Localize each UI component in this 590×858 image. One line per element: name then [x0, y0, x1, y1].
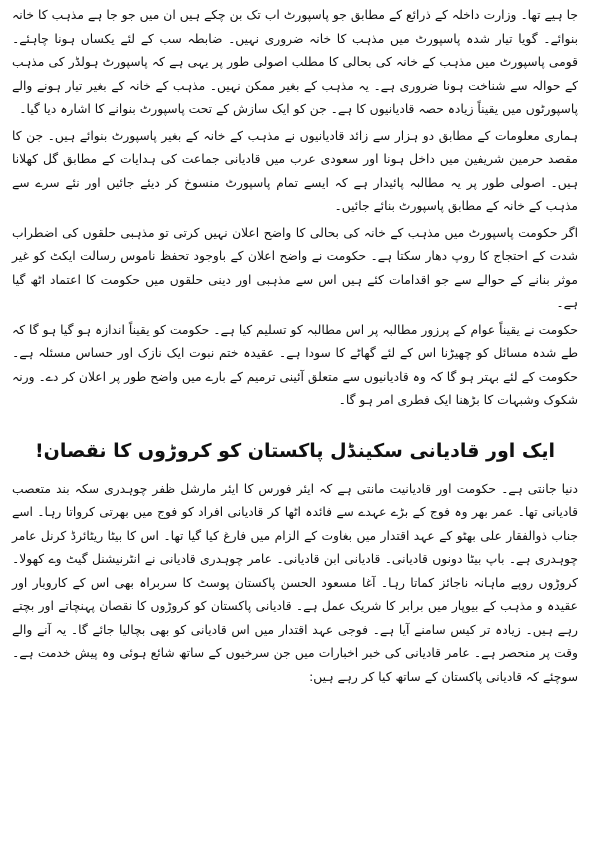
article-headline: ایک اور قادیانی سکینڈل پاکستان کو کروڑوں کا نقصان! [34, 439, 556, 462]
paragraph: حکومت نے یقیناً عوام کے پرزور مطالبہ پر اس مطالبہ کو تسلیم کیا ہے۔ حکومت کو یقیناً اندازہ ہو گیا ہو گا کہ طے شدہ مسائل کو چھیڑنا اس کے لئے گھاٹے کا سودا ہے۔ عقیدہ ختم نبوت ایک نازک اور حساس مسئلہ ہے۔ حکومت کے لئے بہتر ہو گا کہ وہ قادیانیوں سے متعلق آئینی ترمیم کے بارے میں واضح طور پر اعلان کر دے۔ ورنہ شکوک وشبہات کا بڑھنا ایک فطری امر ہو گا۔ [12, 322, 578, 407]
article-top [12, 4, 578, 413]
paragraph: ہماری معلومات کے مطابق دو ہزار سے زائد قادیانیوں نے مذہب کے خانہ کے بغیر پاسپورٹ بنوائے ہیں۔ جن کا مقصد حرمین شریفین میں داخل ہونا اور سعودی عرب میں قادیانی جماعت کی ہدایات کے مطابق گل کھلانا ہیں۔ اصولی طور پر یہ مطالبہ پائیدار ہے کہ ایسے تمام پاسپورٹ منسوخ کر دیئے جائیں اور نئے سرے سے مذہب کے خانہ کے مطابق پاسپورٹ بنائے جائیں۔ [12, 128, 578, 213]
paragraph: اگر حکومت پاسپورٹ میں مذہب کے خانہ کی بحالی کا واضح اعلان نہیں کرتی تو مذہبی حلقوں کی اضطراب شدت کے احتجاج کا روپ دھار سکتا ہے۔ حکومت نے واضح اعلان کے باوجود تحفظ ناموس رسالت ایکٹ کو غیر موثر بنانے کے حوالے سے جو اقدامات کئے ہیں اس سے مذہبی اور دینی حلقوں میں حکومت کا اعتماد اٹھ گیا ہے۔ [12, 225, 578, 310]
section-gap [12, 416, 578, 430]
paragraph: جا ہیے تھا۔ وزارت داخلہ کے ذرائع کے مطابق جو پاسپورٹ اب تک بن چکے ہیں ان میں جو جا ہے مذہب کا خانہ بنوائے۔ گویا تیار شدہ پاسپورٹ میں مذہب کا خانہ ضروری نہیں۔ ضابطہ سب کے لئے یکساں ہونا چاہئے۔ قومی پاسپورٹ میں مذہب کے خانہ کی بحالی کا مطلب اصولی طور پر یہی ہے کہ پاسپورٹ ہولڈر کی مذہب کے حوالہ سے شناخت ہونا ضروری ہے۔ یہ مذہب کے بغیر ممکن نہیں۔ مذہب کے خانہ کے بغیر تیار ہونے والے پاسپورٹوں میں یقیناً زیادہ حصہ قادیانیوں کا ہے۔ جن کو ایک سازش کے تحت پاسپورٹ بنوانے کا اشارہ دیا گیا۔ [12, 8, 578, 116]
paragraph: دنیا جانتی ہے۔ حکومت اور قادیانیت مانتی ہے کہ ایئر فورس کا ایئر مارشل ظفر چوہدری سکہ بند متعصب قادیانی تھا۔ عمر بھر وہ فوج کے بڑے عہدے سے فائدہ اٹھا کر قادیانی افراد کو فوج میں بھرتی کرواتا رہا۔ اسے جناب ذوالفقار علی بھٹو کے عہد اقتدار میں بغاوت کے الزام میں فارغ کیا گیا تھا۔ اس کا بیٹا ریٹائرڈ کرنل عامر چوہدری ہے۔ باپ بیٹا دونوں قادیانی۔ قادیانی ابن قادیانی۔ عامر چوہدری قادیانی نے انٹرنیشنل گیٹ وے کھولا۔ کروڑوں روپے ماہانہ ناجائز کماتا رہا۔ آغا مسعود الحسن پاکستان پوسٹ کا سربراہ بھی اس کے کاروبار اور عقیدہ و مذہب کے بیوپار میں برابر کا شریک عمل ہے۔ قادیانی پاکستان کو کروڑوں کا نقصان پہنچاتے اور بچتے رہے ہیں۔ زیادہ تر کیس سامنے آیا ہے۔ فوجی عہد اقتدار میں اس قادیانی کو بھی بچالیا جائے گا۔ یہ آنے والے وقت پر منحصر ہے۔ عامر قادیانی کی خبر اخبارات میں جن سرخیوں کے ساتھ شائع ہوئی وہ پیش خدمت ہے۔ سوچئے کہ قادیانی پاکستان کے ساتھ کیا کر رہے ہیں: [12, 481, 578, 684]
article-bottom [12, 478, 578, 690]
